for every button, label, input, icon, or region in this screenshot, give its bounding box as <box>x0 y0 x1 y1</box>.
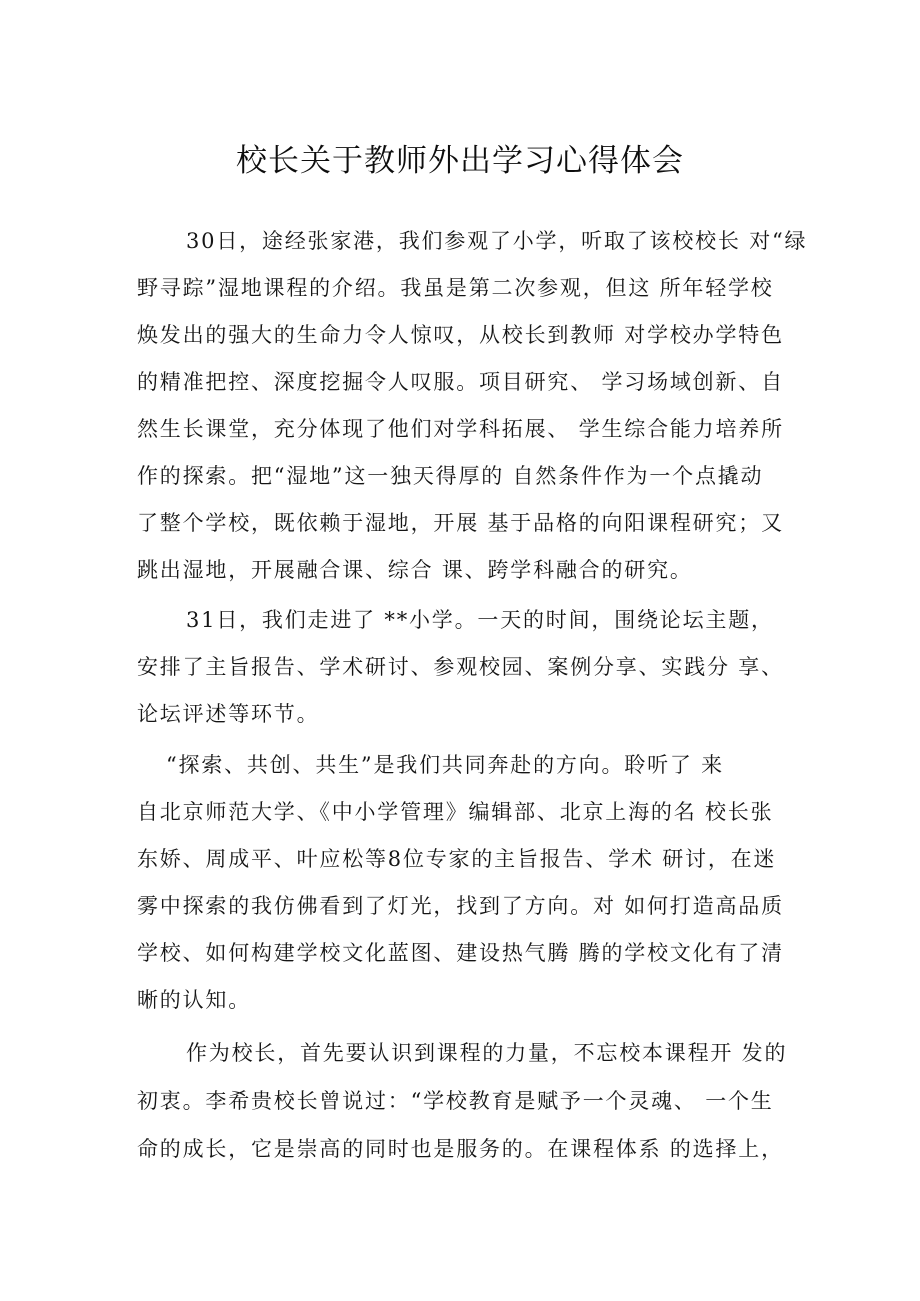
paragraph-2-line-1: 31日，我们走进了 **小学。一天的时间，围绕论坛主题， <box>186 608 774 632</box>
paragraph-3-line-6: 晰的认知。 <box>137 988 251 1012</box>
paragraph-2-line-3: 论坛评述等环节。 <box>137 702 320 726</box>
paragraph-1-line-5: 然生长课堂，充分体现了他们对学科拓展、 学生综合能力培养所 <box>137 417 784 441</box>
paragraph-1-line-6: 作的探索。把“湿地”这一独天得厚的 自然条件作为一个点撬动 <box>137 464 764 488</box>
paragraph-1-line-4: 的精准把控、深度挖掘令人叹服。项目研究、 学习场域创新、自 <box>137 370 784 394</box>
paragraph-3-line-2: 自北京师范大学、《中小学管理》编辑部、北京上海的名 校长张 <box>137 800 774 824</box>
page-title: 校长关于教师外出学习心得体会 <box>236 143 684 179</box>
paragraph-1-line-8: 跳出湿地，开展融合课、综合 课、跨学科融合的研究。 <box>137 558 693 582</box>
paragraph-3-line-1: “探索、共创、共生”是我们共同奔赴的方向。聆听了 来 <box>166 753 724 777</box>
paragraph-3-line-5: 学校、如何构建学校文化蓝图、建设热气腾 腾的学校文化有了清 <box>137 941 784 965</box>
paragraph-1-line-7: 了整个学校，既依赖于湿地，开展 基于品格的向阳课程研究；又 <box>137 511 784 535</box>
paragraph-3-line-3: 东娇、周成平、叶应松等8位专家的主旨报告、学术 研讨，在迷 <box>137 847 777 871</box>
paragraph-1-line-3: 焕发出的强大的生命力令人惊叹，从校长到教师 对学校办学特色 <box>137 323 784 347</box>
paragraph-2-line-2: 安排了主旨报告、学术研讨、参观校园、案例分享、实践分 享、 <box>137 655 784 679</box>
paragraph-1-line-2: 野寻踪”湿地课程的介绍。我虽是第二次参观，但这 所年轻学校 <box>137 276 774 300</box>
paragraph-4-line-1: 作为校长，首先要认识到课程的力量，不忘校本课程开 发的 <box>186 1041 788 1065</box>
paragraph-3-line-4: 雾中探索的我仿佛看到了灯光，找到了方向。对 如何打造高品质 <box>137 894 784 918</box>
paragraph-1-line-1: 30日，途经张家港，我们参观了小学，听取了该校校长 对“绿 <box>186 229 808 253</box>
paragraph-4-line-3: 命的成长，它是崇高的同时也是服务的。在课程体系 的选择上， <box>137 1137 784 1161</box>
paragraph-4-line-2: 初衷。李希贵校长曾说过：“学校教育是赋予一个灵魂、 一个生 <box>137 1089 774 1113</box>
